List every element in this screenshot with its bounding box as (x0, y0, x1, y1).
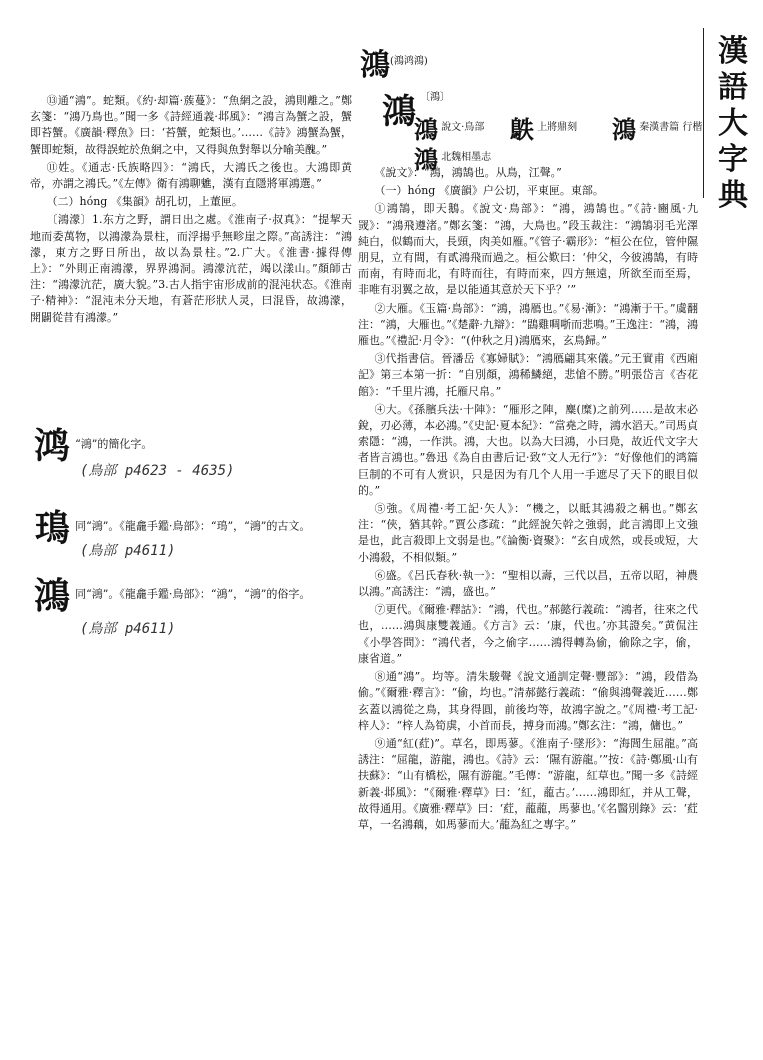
definition-paragraph: ④大。《孫臏兵法·十陣》：“雁形之陣，麋(糜)之前列……是故末必銳，刃必薄，本必鴻。”《史記·夏本紀》：“當堯之時，鴻水滔天。”司馬貞索隱：“鴻，一作洪。鴻，大也。以為大曰鴻，小曰鳧，故近代文字大者皆言鴻也。”魯迅《為自由書后记·致“文人无行”》：“好像他们的鸿篇巨制的不可有人赏识，只是因为有几个人用一手遮尽了天下的眼目似的。” (358, 402, 698, 497)
variant-text: 同“鴻”。《龍龕手鑑·鳥部》：“鳿”，“鴻”的古文。 (75, 519, 311, 533)
pronunciation-line: （一）hóng 《廣韻》户公切，平東匣。東部。 (374, 184, 604, 198)
form-label: 說文·鳥部 (441, 122, 485, 133)
title-char: 漢 (718, 34, 748, 69)
form-label: 秦漢書篇 行楷 (639, 122, 703, 133)
vertical-book-title (715, 34, 751, 214)
definition-paragraph: ⑥盛。《呂氏春秋·執一》：“聖相以壽，三代以昌，五帝以昭，神農以鴻。”高誘注：“鴻，盛也。” (358, 568, 698, 599)
title-char: 語 (718, 70, 748, 105)
definition-paragraph: ②大雁。《玉篇·鳥部》：“鴻，鴻鴈也。”《易·漸》：“鴻漸于干。”虞翻注：“鴻，大雁也。”《楚辭·九辯》：“鵾雞啁哳而悲鳴。”王逸注：“鴻，鴻雁也。”《禮記·月令》：“(仲秋之月)鴻鴈來，玄鳥歸。” (358, 301, 698, 348)
title-char: 字 (718, 142, 748, 177)
form-char: 䳀 (510, 115, 534, 144)
source-quote: 《說文》：“鴻，鴻鵠也。从鳥，江聲。” (374, 166, 562, 179)
script-form (612, 110, 702, 145)
script-form (510, 110, 577, 145)
running-head (360, 40, 428, 84)
left-column (30, 93, 352, 328)
form-char: 鴻 (414, 115, 438, 144)
definition-paragraph: ⑧通“鴻”。均等。清朱駿聲《說文通訓定聲·豐部》：“鴻，段借為偷。”《爾雅·釋言》：“偷，均也。”清郝懿行義疏：“偷與鴻聲義近……鄭玄蓋以鴻從之鳥，其身得圓，前後均等，故鴻字說之。”《周禮·考工記·梓人》：“梓人為筍虡，小首而長，搏身而鴻。”鄭玄注：“鴻，傭也。” (358, 670, 698, 732)
form-char: 鴻 (612, 115, 636, 144)
variant-text: “鴻”的簡化字。 (75, 437, 153, 451)
definition-paragraph: ③代指書信。晉潘岳《寡婦賦》：“鴻鴈翩其來儀。”元王實甫《西廂記》第三本第一折：“自別顏，鴻稀鱗絕，悲愴不勝。”明張岱言《杏花館》：“千里片鴻，托雁尺帛。” (358, 352, 698, 398)
title-char: 典 (718, 178, 748, 213)
variant-text: 同“鴻”。《龍龕手鑑·鳥部》：“鴻”，“鴻”的俗字。 (75, 587, 311, 601)
variant-char: 鳿 (34, 507, 71, 549)
form-label: 北魏相墨志 (441, 152, 492, 163)
definition-paragraph: ⑬通“鴻”。蛇類。《約·却篇·蔟蔓》：“魚網之設，鴻則離之。”鄭玄箋：“鴻乃鳥也。”聞一多《詩經通義·邶風》：“鴻言為蟹之設，蟹即苔蟹。《廣韻·釋魚》曰：‘苔蟹，蛇類也。’……《詩》鴻蟹為蟹，蟹即蛇類，故得誤蛇於魚網之中，又得與魚對舉以分喻美醜。” (30, 94, 352, 156)
form-label: 上將鼎刻 (537, 122, 578, 133)
running-head-char: 鴻 (360, 48, 390, 83)
handwritten-note: (鳥部 p4623 - 4635) (80, 463, 235, 479)
compound-entry: 〔鴻濛〕1.东方之野，謂日出之處。《淮南子·叔真》：“提挈天地而委萬物，以鴻濛為景柱，而浮揚乎無畛崖之際。”高誘注：“鴻濛，東方之野日所出，故以為景柱。”2.广大。《淮書·據得傳上》：“外則正南鴻濛，界界鴻洞。鴻濛沆茫，竭以漾山。”顏師古注：“鴻濛沆茫，廣大貌。”3.古人指宇宙形成前的混沌状态。《淮南子·精神》：“混沌未分天地，有蒼茫形狀人灵，曰混昏，故鴻濛，開闢從昔有鴻濛。” (30, 213, 352, 324)
definition-paragraph: ⑪姓。《通志·氏族略四》：“鴻氏，大鴻氏之後也。大鴻即黄帝，亦謂之鴻氏。”《左傳》衛有鴻聊魋，漢有直隱將軍鴻選。” (30, 160, 352, 191)
definition-paragraph: ⑨通“紅(葒)”。草名，即馬蓼。《淮南子·墜形》：“海閭生屈龍。”高誘注：“屈龍，游龍，鴻也。《詩》云：‘隰有游龍。’”按：《詩·鄭風·山有扶蘇》：“山有橋松，隰有游龍。”毛傳：“游龍，紅草也。”聞一多《詩經新義·邶風》：“《爾雅·釋草》曰：‘紅，蘢古。’……鴻即紅，并从工聲，故得通用。《廣雅·釋草》曰：‘葒，蘢蘢，馬蓼也。’《名醫別錄》云：‘葒草，一名鴻藕，如馬蓼而大。’蘢為紅之專字。” (358, 736, 698, 831)
pronunciation-line: （二）hóng 《集韻》胡孔切，上董匣。 (46, 195, 243, 209)
form-char: 鴻 (414, 145, 438, 174)
title-divider (703, 28, 704, 198)
title-char: 大 (718, 106, 748, 141)
definition-paragraph: ⑦更代。《爾雅·釋詁》：“鴻，代也。”郝懿行義疏：“鴻者，往來之代也，……鴻與康雙義通。《方言》云：‘康，代也。’亦其證矣。”黄侃注《小學答問》：“鴻代者，今之偷字……鴻得轉為偷，偷除之字，偷，康省道。” (358, 603, 698, 665)
running-head-note: (鴻鸿鴻) (390, 56, 428, 67)
head-label: 〔鴻〕 (420, 92, 450, 103)
handwritten-note: (鳥部 p4611) (80, 621, 176, 637)
variant-char: 鴻 (34, 575, 71, 617)
variant-entry (34, 568, 310, 619)
entry-headword: 鴻 (382, 92, 416, 132)
variant-char: 鸿 (34, 425, 71, 467)
handwritten-note: (鳥部 p4611) (80, 543, 176, 559)
right-column (358, 165, 698, 835)
definition-paragraph: ①鴻鵠，即天鵝。《說文·鳥部》：“鴻，鴻鵠也。”《詩·豳風·九罭》：“鴻飛遵渚。”鄭玄箋：“鴻，大鳥也。”段玉裁注：“鴻鵠羽毛光澤純白，似鶴而大，長頸，肉美如雁。”《管子·霸形》：“桓公在位，管仲隰朋見，立有間，有貳鴻飛而過之。桓公歎曰：‘仲父，今彼鴻鵠，有時而南，有時而北，有時而往，有時而來，四方無遠，所欲至而至焉，非唯有羽翼之故，是以能通其意於天下乎？’” (358, 202, 698, 297)
definition-paragraph: ⑤強。《周禮·考工記·矢人》：“機之，以眡其鴻殺之稱也。”鄭玄注：“俠，猶其幹。”賈公彥疏：“此經說矢幹之強弱，此言鴻即上文強是也，此言殺即上文弱是也。”《論衡·資聚》：“玄自成然，或長或短，大小鴻殺，不相似類。” (358, 502, 698, 564)
